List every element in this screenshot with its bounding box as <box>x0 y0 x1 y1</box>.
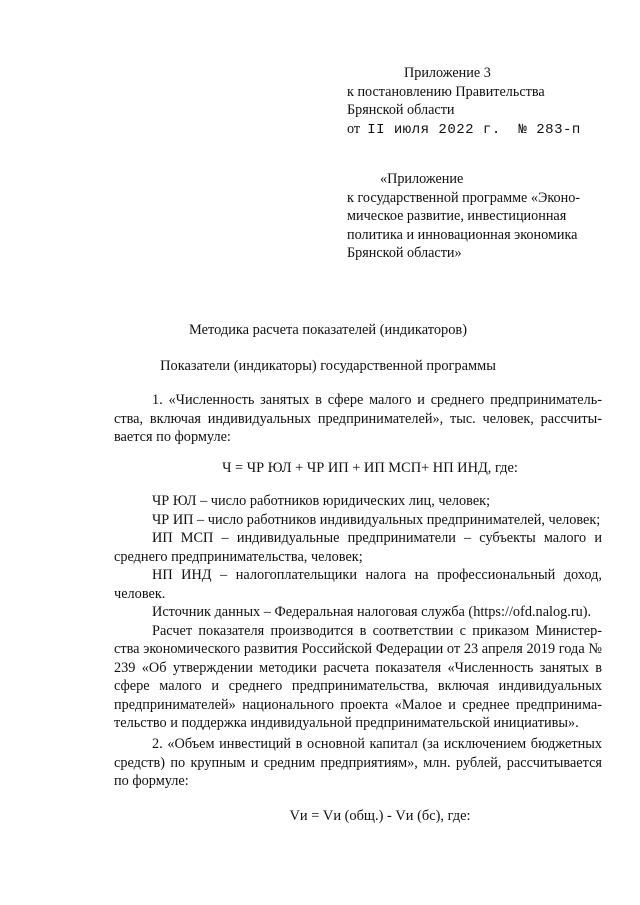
definition-ip-msp: ИП МСП – индивидуальные предприниматели – субъекты малого и среднего предпринимательства, человек; <box>114 530 602 565</box>
definitions-block <box>114 492 602 733</box>
program-appendix-line5: Брянской области» <box>347 245 462 262</box>
formula-1: Ч = ЧР ЮЛ + ЧР ИП + ИП МСП+ НП ИНД, где: <box>222 460 518 476</box>
appendix-3-title: Приложение 3 <box>404 65 491 81</box>
indicators-title: Показатели (индикаторы) государственной программы <box>160 358 496 374</box>
paragraph-1-text: 1. «Численность занятых в сфере малого и среднего предпринимательства, включая индивидуальных предпринимателей», тыс. человек, рассчитывается по формуле: <box>114 392 602 445</box>
definition-np-ind: НП ИНД – налогоплательщики налога на профессиональный доход, человек. <box>114 567 602 602</box>
program-appendix-title: «Приложение <box>380 171 464 187</box>
appendix-3-date-line <box>347 120 617 140</box>
number-stamp: № 283-п <box>518 121 581 138</box>
appendix-3-line3: Брянской области <box>347 102 455 119</box>
definition-chr-ip: ЧР ИП – число работников индивидуальных предпринимателей, человек; <box>152 511 601 528</box>
definition-chr-yul: ЧР ЮЛ – число работников юридических лиц, человек; <box>152 493 491 509</box>
program-appendix-line2: к государственной программе «Эконо- <box>347 189 581 206</box>
date-stamp: II июля 2022 г. <box>367 121 501 138</box>
date-prefix: от <box>347 120 361 137</box>
method-title: Методика расчета показателей (индикаторов) <box>189 322 467 338</box>
calculation-note: Расчет показателя производится в соответствии с приказом Министерства экономического развития Российской Федерации от 23 апреля 2019 года № 239 «Об утверждении методики расчета показателя «Численность занятых в сфере малого и среднего предпринимательства, включая индивидуальных предпринимателей» национального проекта «Малое и среднее предпринимательство и поддержка индивидуальной предпринимательской инициативы». <box>114 622 602 731</box>
program-appendix-header <box>347 170 617 263</box>
program-appendix-line4: политика и инновационная экономика <box>347 226 578 243</box>
paragraph-2 <box>114 735 602 791</box>
data-source: Источник данных – Федеральная налоговая служба (https://ofd.nalog.ru). <box>152 604 592 620</box>
paragraph-2-text: 2. «Объем инвестиций в основной капитал (за исключением бюджетных средств) по крупным и средним предприятиям», млн. рублей, рассчитывается по формуле: <box>114 736 602 789</box>
formula-2: Vи = Vи (общ.) - Vи (бс), где: <box>289 808 471 824</box>
appendix-3-header <box>347 64 617 139</box>
program-appendix-line3: мическое развитие, инвестиционная <box>347 208 567 225</box>
paragraph-1 <box>114 391 602 447</box>
appendix-3-line2: к постановлению Правительства <box>347 83 545 100</box>
